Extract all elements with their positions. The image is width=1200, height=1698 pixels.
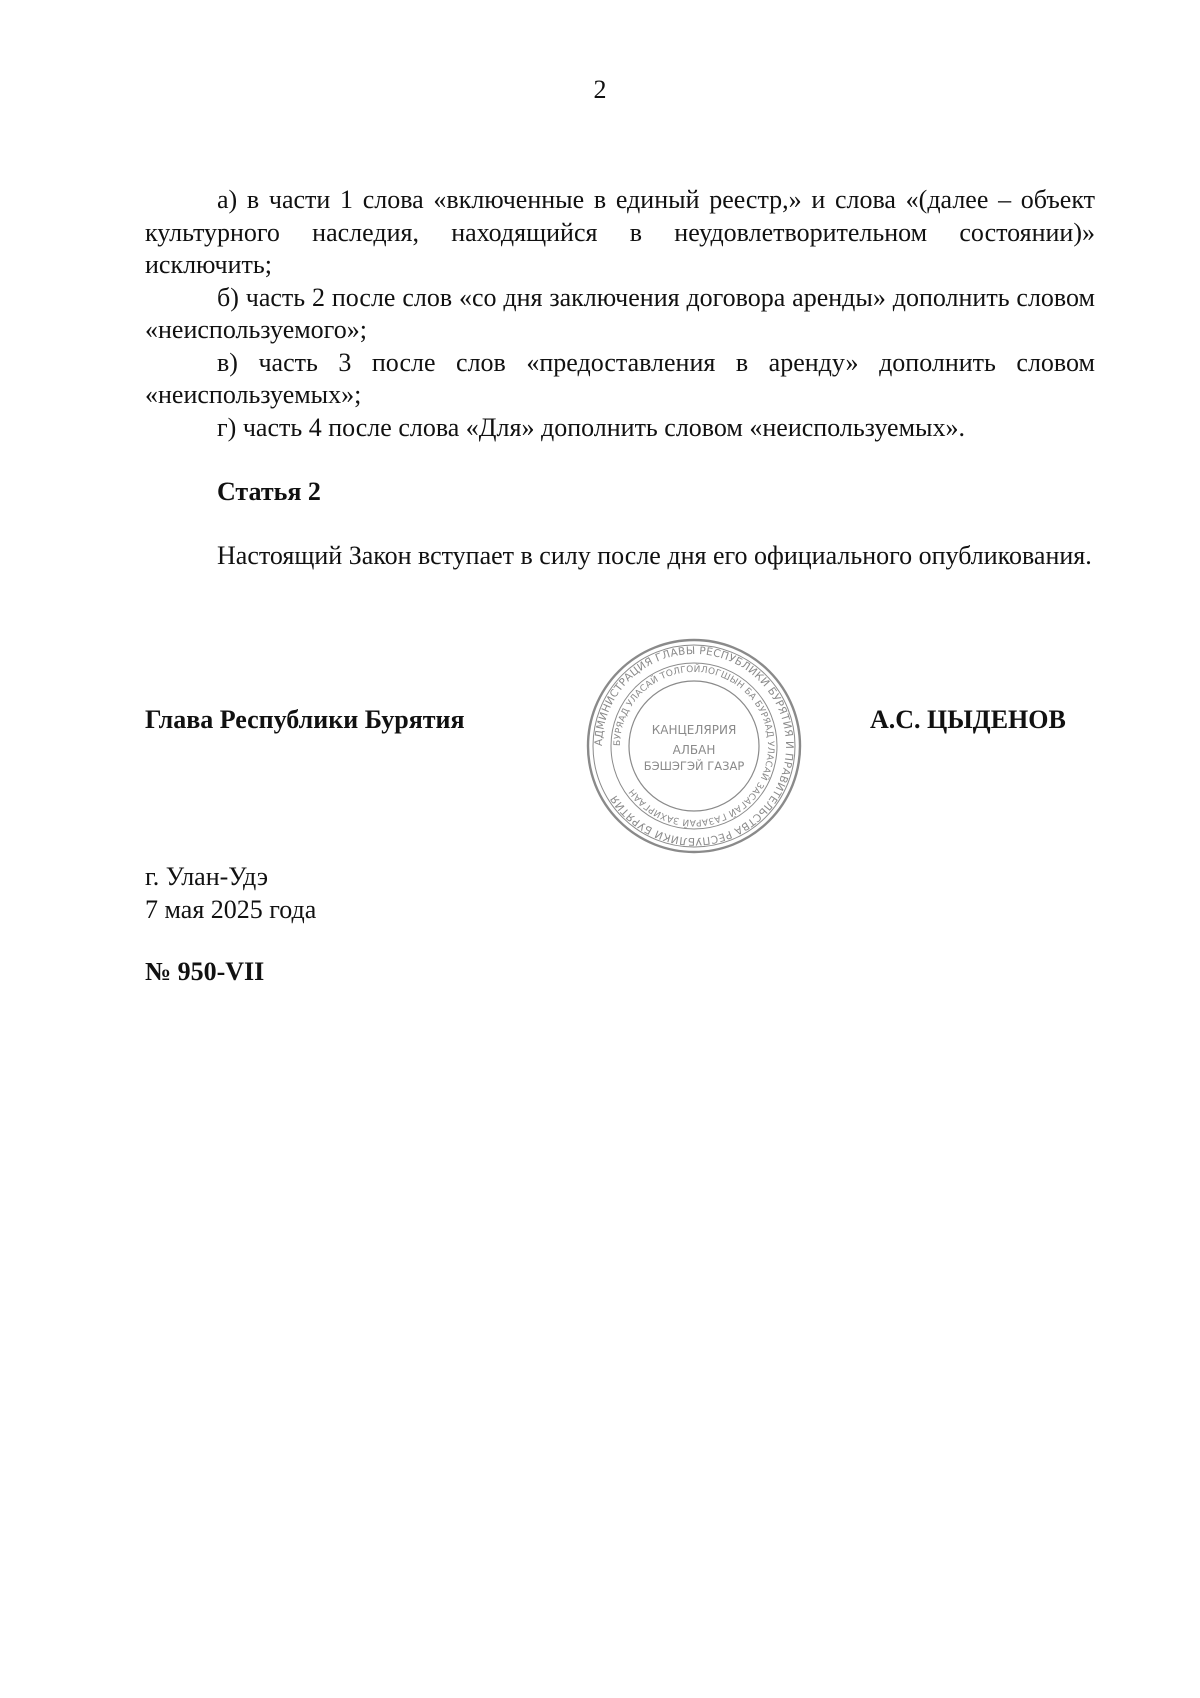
seal-center-line: БЭШЭГЭЙ ГАЗАР (643, 759, 745, 773)
page-number: 2 (593, 75, 607, 104)
amendments-list (145, 184, 1095, 444)
amendment-item: в) часть 3 после слов «предоставления в аренду» дополнить словом «неиспользуемых»; (145, 347, 1095, 409)
city: г. Улан-Удэ (145, 862, 269, 891)
signing-date: 7 мая 2025 года (145, 894, 317, 924)
amendment-item: б) часть 2 после слов «со дня заключения договора аренды» дополнить словом «неиспользуемого»; (145, 282, 1095, 344)
article-text: Настоящий Закон вступает в силу после дня его официального опубликования. (217, 541, 1092, 570)
seal-center-line: КАНЦЕЛЯРИЯ (651, 723, 737, 737)
article-heading: Статья 2 (217, 477, 321, 506)
official-seal (584, 636, 804, 856)
law-number: № 950-VII (145, 957, 265, 986)
seal-inner-text: БУРЯАД УЛАСАЙ ТОЛГОЙЛОГШЫН БА БУРЯАД УЛАСАЙ ЗАСАГАЙ ГАЗАРАЙ ЗАХИРГААН (612, 664, 776, 828)
place-and-date (145, 861, 316, 926)
amendment-item: а) в части 1 слова «включенные в единый реестр,» и слова «(далее – объект культурного наследия, находящийся в неудовлетворительном состоянии)» исключить; (145, 185, 1095, 279)
seal-center-line: АЛБАН (672, 743, 716, 757)
signer-name: А.С. ЦЫДЕНОВ (870, 705, 1066, 734)
signer-position: Глава Республики Бурятия (145, 705, 465, 734)
amendment-item: г) часть 4 после слова «Для» дополнить словом «неиспользуемых». (217, 412, 966, 442)
article-body (145, 540, 1095, 573)
seal-outer-text: АДМИНИСТРАЦИЯ ГЛАВЫ РЕСПУБЛИКИ БУРЯТИЯ И ПРАВИТЕЛЬСТВА РЕСПУБЛИКИ БУРЯТИЯ (592, 644, 796, 848)
